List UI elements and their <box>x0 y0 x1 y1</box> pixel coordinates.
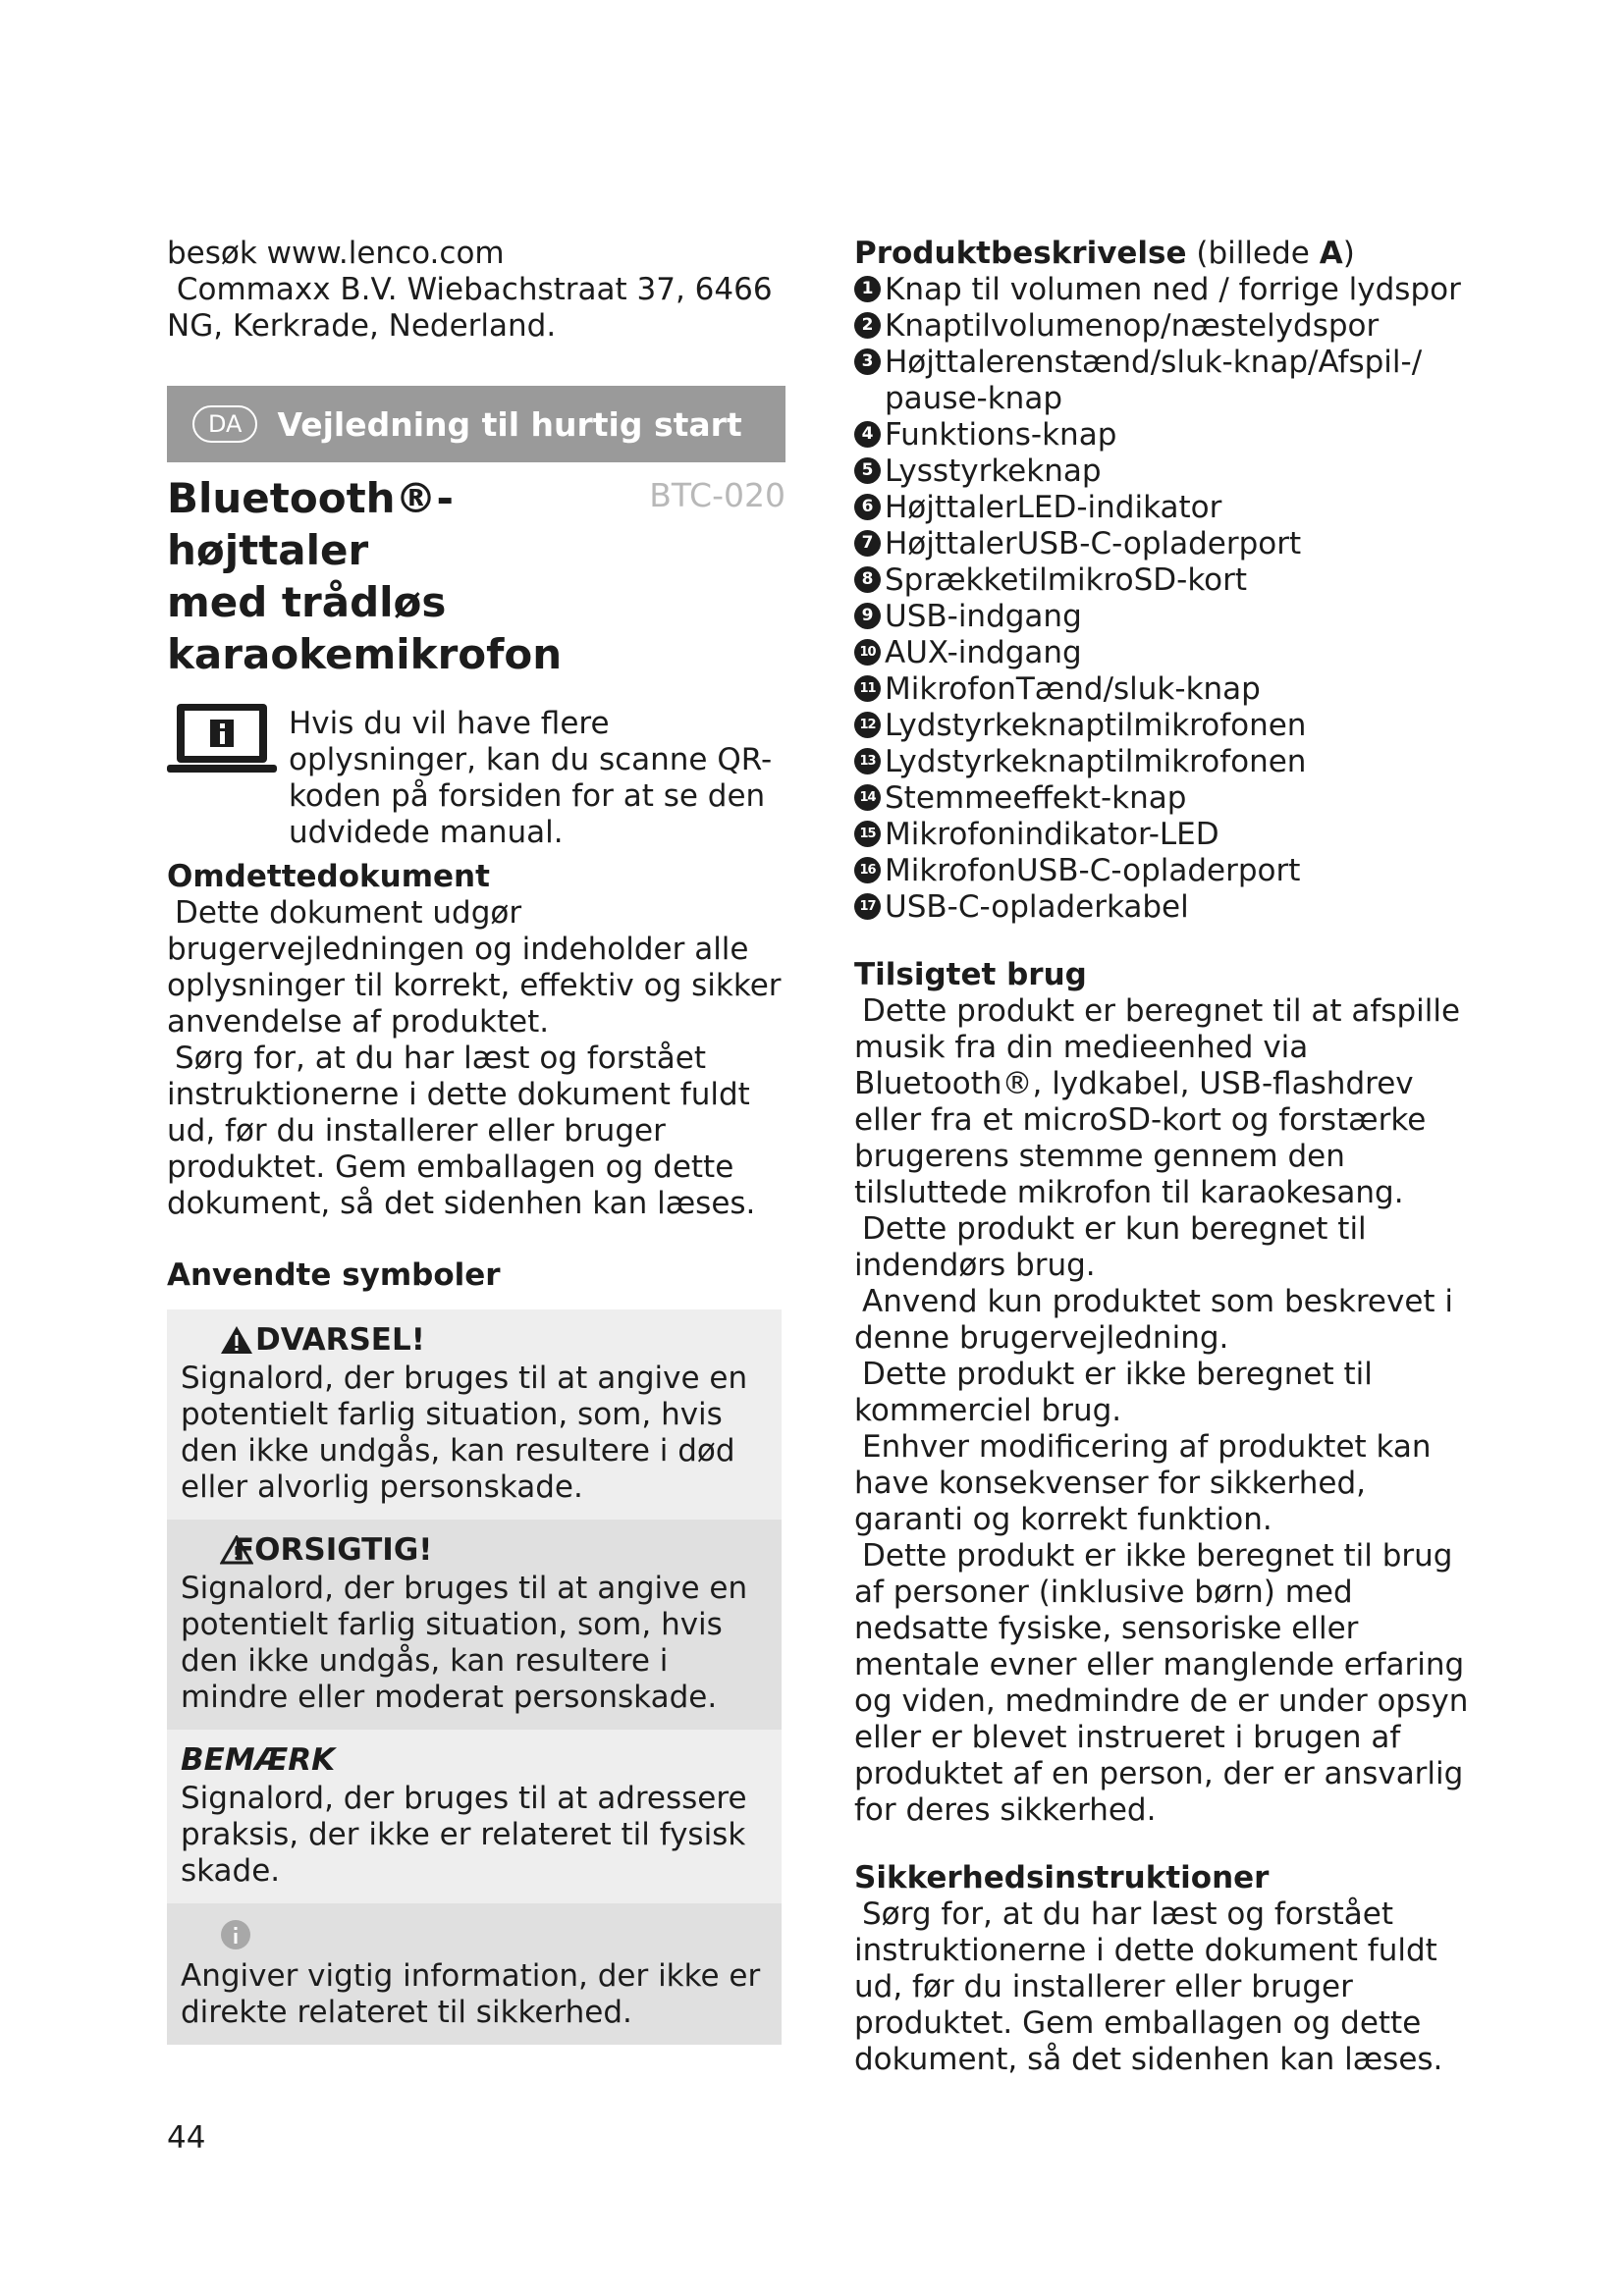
part-label: HøjttalerUSB-C-opladerport <box>885 526 1302 561</box>
part-item <box>854 272 1483 308</box>
part-number-badge: 8 <box>854 566 881 593</box>
laptop-info-icon <box>167 700 277 776</box>
note-label: BEMÆRK <box>181 1742 336 1778</box>
note-text: Signalord, der bruges til at adressere praksis, der ikke er relateret til fysisk skade. <box>181 1781 747 1889</box>
part-item <box>854 817 1483 853</box>
desc-heading-letter: A <box>1319 236 1343 271</box>
intended-use-paragraph: Dette produkt er ikke beregnet til kommerciel brug. <box>854 1357 1373 1428</box>
title-line-3: karaokemikrofon <box>167 630 563 678</box>
part-number-badge: 9 <box>854 603 881 629</box>
part-item <box>854 889 1483 926</box>
part-item <box>854 635 1483 671</box>
part-label: Lydstyrkeknaptilmikrofonen <box>885 744 1307 779</box>
part-label: Lydstyrkeknaptilmikrofonen <box>885 708 1307 743</box>
part-number-badge: 1 <box>854 276 881 302</box>
manual-info-row <box>167 700 785 851</box>
part-number-badge: 12 <box>854 712 881 738</box>
part-number-badge: 2 <box>854 312 881 339</box>
page-number: 44 <box>167 2120 206 2156</box>
intended-use-paragraph: Anvend kun produktet som beskrevet i denne brugervejledning. <box>854 1284 1454 1356</box>
part-label: Knap til volumen ned / forrige lydspor <box>885 272 1461 307</box>
info-text: Angiver vigtig information, der ikke er direkte relateret til sikkerhed. <box>181 1958 761 2030</box>
banner-title: Vejledning til hurtig start <box>277 404 742 444</box>
part-label: SprækketilmikroSD-kort <box>885 562 1248 598</box>
part-number-badge: 13 <box>854 748 881 774</box>
about-paragraph-2: Sørg for, at du har læst og forstået instruktionerne i dette dokument fuldt ud, før du installerer eller bruger produktet. Gem emballagen og dette dokument, så det sidenhen kan læses. <box>167 1041 756 1221</box>
part-label: Mikrofonindikator-LED <box>885 817 1219 852</box>
part-item <box>854 853 1483 889</box>
warning-text: Signalord, der bruges til at angive en potentielt farlig situation, som, hvis den ikke undgås, kan resultere i død eller alvorlig personskade. <box>181 1361 748 1505</box>
symbols-heading: Anvendte symboler <box>167 1257 501 1293</box>
info-block <box>167 1903 782 2045</box>
part-label: Funktions-knap <box>885 417 1117 453</box>
warning-label: DVARSEL! <box>255 1322 425 1358</box>
safety-heading: Sikkerhedsinstruktioner <box>854 1860 1270 1896</box>
part-number-badge: 14 <box>854 784 881 811</box>
part-label: Stemmeeffekt-knap <box>885 780 1187 816</box>
part-label: HøjttalerLED-indikator <box>885 490 1222 525</box>
section-banner <box>167 386 785 462</box>
part-number-badge: 3 <box>854 348 881 375</box>
part-number-badge: 11 <box>854 675 881 702</box>
model-number: BTC-020 <box>649 476 785 514</box>
intended-use-paragraph: Enhver modificering af produktet kan have konsekvenser for sikkerhed, garanti og korrekt funktion. <box>854 1429 1432 1537</box>
part-item <box>854 744 1483 780</box>
about-paragraph-1: Dette dokument udgør brugervejledningen og indeholder alle oplysninger til korrekt, effektiv og sikker anvendelse af produktet. <box>167 895 782 1040</box>
part-item <box>854 526 1483 562</box>
part-item <box>854 599 1483 635</box>
document-title <box>167 472 638 680</box>
part-label: USB-indgang <box>885 599 1082 634</box>
part-item <box>854 562 1483 599</box>
caution-text: Signalord, der bruges til at angive en potentielt farlig situation, som, hvis den ikke undgås, kan resultere i mindre eller moderat personskade. <box>181 1571 748 1715</box>
part-label: MikrofonUSB-C-opladerport <box>885 853 1301 888</box>
part-item <box>854 345 1483 417</box>
part-number-badge: 10 <box>854 639 881 666</box>
part-number-badge: 17 <box>854 893 881 920</box>
symbols-box <box>167 1309 782 2045</box>
manual-info-text: Hvis du vil have flere oplysninger, kan du scanne QR-koden på forsiden for at se den udvidede manual. <box>289 706 773 850</box>
intended-use-paragraphs <box>854 993 1483 1829</box>
caution-block <box>167 1520 782 1730</box>
part-label: USB-C-opladerkabel <box>885 889 1189 925</box>
part-label: Lysstyrkeknap <box>885 454 1102 489</box>
part-label: Knaptilvolumenop/næstelydspor <box>885 308 1380 344</box>
part-item <box>854 780 1483 817</box>
desc-heading-rest: (billede <box>1186 236 1320 271</box>
title-line-1: Bluetooth®-højttaler <box>167 474 454 574</box>
part-label: MikrofonTænd/sluk-knap <box>885 671 1261 707</box>
part-item <box>854 671 1483 708</box>
part-number-badge: 6 <box>854 494 881 520</box>
intro-line-1: besøk www.lenco.com <box>167 236 505 271</box>
title-line-2: med trådløs <box>167 578 447 626</box>
part-item <box>854 490 1483 526</box>
info-circle-icon <box>220 1919 251 1950</box>
product-description-heading <box>854 236 1483 272</box>
intended-use-paragraph: Dette produkt er ikke beregnet til brug af personer (inklusive børn) med nedsatte fysiske, sensoriske eller mentale evner eller manglende erfaring og viden, medmindre de er under opsyn eller er blevet instrueret i brugen af produktet af en person, der er ansvarlig for deres sikkerhed. <box>854 1538 1469 1828</box>
left-column <box>167 236 785 2045</box>
part-label: Højttalerenstænd/sluk-knap/Afspil-/ pause-knap <box>885 345 1423 416</box>
part-number-badge: 4 <box>854 421 881 448</box>
language-badge: DA <box>192 405 257 443</box>
warning-block <box>167 1309 782 1520</box>
right-column <box>854 236 1483 2078</box>
part-number-badge: 15 <box>854 821 881 847</box>
part-label: AUX-indgang <box>885 635 1082 670</box>
desc-heading-bold: Produktbeskrivelse <box>854 236 1187 271</box>
about-heading: Omdettedokument <box>167 859 490 894</box>
intended-use-heading: Tilsigtet brug <box>854 957 1087 992</box>
part-item <box>854 454 1483 490</box>
intro-line-3: NG, Kerkrade, Nederland. <box>167 308 557 344</box>
part-item <box>854 417 1483 454</box>
part-item <box>854 308 1483 345</box>
part-number-badge: 16 <box>854 857 881 883</box>
caution-label: FORSIGTIG! <box>234 1532 433 1568</box>
desc-heading-close: ) <box>1342 236 1355 271</box>
part-item <box>854 708 1483 744</box>
part-number-badge: 7 <box>854 530 881 557</box>
parts-list <box>854 272 1483 926</box>
intended-use-paragraph: Dette produkt er beregnet til at afspille musik fra din medieenhed via Bluetooth®, lydkabel, USB-flashdrev eller fra et microSD-kort og forstærke brugerens stemme gennem den tilsluttede mikrofon til karaokesang. <box>854 993 1461 1210</box>
part-number-badge: 5 <box>854 457 881 484</box>
safety-paragraph: Sørg for, at du har læst og forstået instruktionerne i dette dokument fuldt ud, før du installerer eller bruger produktet. Gem emballagen og dette dokument, så det sidenhen kan læses. <box>854 1896 1443 2077</box>
intro-line-2: Commaxx B.V. Wiebachstraat 37, 6466 <box>167 272 773 307</box>
title-row <box>167 472 785 680</box>
intended-use-paragraph: Dette produkt er kun beregnet til indendørs brug. <box>854 1211 1367 1283</box>
note-block <box>167 1730 782 1903</box>
warning-triangle-icon <box>220 1325 253 1355</box>
